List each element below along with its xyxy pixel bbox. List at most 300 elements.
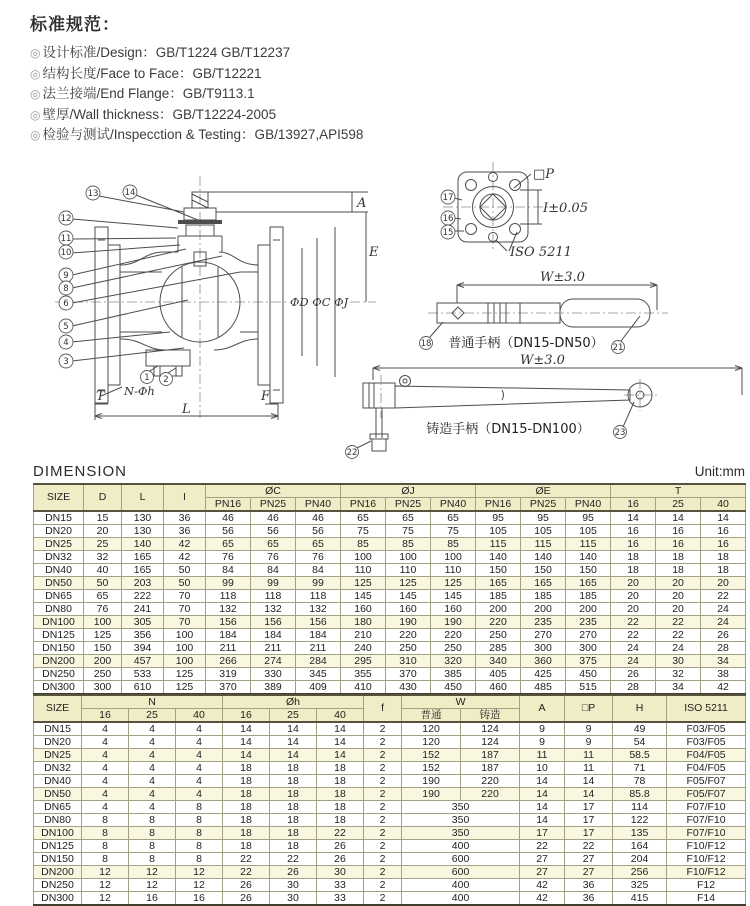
table-cell: 389: [251, 681, 296, 695]
table-cell: 84: [206, 564, 251, 577]
table-cell: 310: [386, 655, 431, 668]
table-cell: 124: [461, 736, 520, 749]
sub-header: 16: [223, 709, 270, 723]
table-cell: 65: [206, 538, 251, 551]
table-cell: 22: [611, 629, 656, 642]
table-cell: 14: [270, 749, 317, 762]
table-cell: 184: [251, 629, 296, 642]
table-cell: 4: [176, 722, 223, 736]
table-cell: 115: [566, 538, 611, 551]
table-cell: 9: [565, 722, 613, 736]
table-cell: DN25: [34, 538, 84, 551]
table-cell: 4: [82, 775, 129, 788]
list-item: [30, 105, 720, 126]
table-cell: 190: [402, 788, 461, 801]
table-cell: F03/F05: [667, 736, 746, 749]
dim-label-e: E: [369, 245, 379, 260]
table-cell: 12: [129, 866, 176, 879]
table-cell: 24: [656, 642, 701, 655]
table-cell: 2: [364, 866, 402, 879]
dim-label-f: F: [261, 389, 271, 404]
table-cell: 2: [364, 749, 402, 762]
table-cell: 84: [251, 564, 296, 577]
table-cell: 211: [296, 642, 341, 655]
bullet-icon: ◎: [30, 87, 41, 101]
table-cell: 22: [611, 616, 656, 629]
col-header-size: SIZE: [34, 695, 82, 722]
handle-caption: 铸造手柄（DN15-DN100）: [426, 422, 590, 437]
table-cell: 4: [82, 736, 129, 749]
table-cell: 200: [84, 655, 122, 668]
table-cell: 100: [341, 551, 386, 564]
table-cell: 12: [82, 892, 129, 906]
table-cell: 26: [270, 866, 317, 879]
sub-header: 40: [701, 498, 746, 512]
table-cell: DN250: [34, 668, 84, 681]
table-cell: 85.8: [613, 788, 667, 801]
table-cell: 24: [611, 642, 656, 655]
table-cell: 95: [566, 511, 611, 525]
table-cell: 20: [701, 577, 746, 590]
sub-header: 40: [176, 709, 223, 723]
col-header-iso: ISO 5211: [667, 695, 746, 722]
table-cell: 120: [402, 722, 461, 736]
table-cell: 2: [364, 853, 402, 866]
table-cell: 190: [386, 616, 431, 629]
table-cell: 320: [431, 655, 476, 668]
table-cell: 24: [701, 603, 746, 616]
table-cell: 8: [176, 814, 223, 827]
table-cell: 105: [476, 525, 521, 538]
table-cell: 360: [521, 655, 566, 668]
sub-header: 25: [129, 709, 176, 723]
table-cell: 140: [476, 551, 521, 564]
table-cell: 165: [122, 551, 164, 564]
part-callout: [59, 231, 73, 245]
table-cell: 4: [82, 762, 129, 775]
table-cell: DN15: [34, 511, 84, 525]
svg-text:2: 2: [163, 375, 169, 385]
table-cell: 160: [341, 603, 386, 616]
table-cell: 533: [122, 668, 164, 681]
table-cell: DN32: [34, 551, 84, 564]
table-cell: 26: [611, 668, 656, 681]
table-cell: 2: [364, 827, 402, 840]
table-cell: 211: [206, 642, 251, 655]
table-cell: 270: [521, 629, 566, 642]
table-cell: 124: [461, 722, 520, 736]
table-cell: 12: [176, 866, 223, 879]
table-cell: 300: [566, 642, 611, 655]
table-cell: 30: [270, 892, 317, 906]
table-cell: 140: [566, 551, 611, 564]
table-cell: 184: [206, 629, 251, 642]
table-cell: 14: [270, 736, 317, 749]
table-cell: 33: [317, 892, 364, 906]
table-cell: F10/F12: [667, 866, 746, 879]
table-row: [34, 762, 746, 775]
table-cell: 400: [402, 892, 520, 906]
table-cell: 256: [613, 866, 667, 879]
table-cell: 100: [431, 551, 476, 564]
table-cell: 12: [82, 879, 129, 892]
table-cell: 22: [270, 853, 317, 866]
table-cell: 56: [296, 525, 341, 538]
table-cell: 65: [341, 511, 386, 525]
table-cell: 18: [317, 775, 364, 788]
table-cell: 70: [164, 603, 206, 616]
table-cell: 220: [386, 629, 431, 642]
table-cell: 26: [317, 853, 364, 866]
table-row: [34, 655, 746, 668]
table-cell: 4: [82, 722, 129, 736]
table-cell: 20: [656, 577, 701, 590]
sub-header: PN40: [431, 498, 476, 512]
table-cell: 14: [223, 749, 270, 762]
table-cell: 185: [476, 590, 521, 603]
table-cell: DN50: [34, 577, 84, 590]
table-body: [34, 722, 746, 905]
table-cell: DN150: [34, 642, 84, 655]
table-cell: 8: [176, 853, 223, 866]
table-cell: 125: [164, 668, 206, 681]
table-cell: 56: [206, 525, 251, 538]
table-cell: F07/F10: [667, 814, 746, 827]
dim-label-w1: W±3.0: [540, 270, 585, 285]
table-cell: 4: [129, 762, 176, 775]
table-cell: 120: [402, 736, 461, 749]
svg-text:10: 10: [60, 248, 72, 258]
table-cell: 610: [122, 681, 164, 695]
table-cell: 132: [206, 603, 251, 616]
table-cell: 28: [701, 642, 746, 655]
table-cell: 2: [364, 840, 402, 853]
table-cell: 156: [296, 616, 341, 629]
table-cell: 110: [431, 564, 476, 577]
table-cell: 8: [129, 840, 176, 853]
table-cell: 18: [223, 827, 270, 840]
table-cell: 70: [164, 590, 206, 603]
svg-text:21: 21: [612, 343, 624, 353]
table-cell: 140: [122, 538, 164, 551]
table-cell: 145: [431, 590, 476, 603]
table-cell: 76: [251, 551, 296, 564]
table-cell: 425: [521, 668, 566, 681]
table-cell: 8: [129, 853, 176, 866]
table-row: [34, 629, 746, 642]
col-header-w: W: [402, 695, 520, 709]
table-cell: 50: [84, 577, 122, 590]
svg-text:6: 6: [63, 299, 69, 309]
table-row: [34, 551, 746, 564]
table-cell: 14: [520, 801, 565, 814]
bullet-icon: ◎: [30, 107, 41, 122]
table-cell: 190: [431, 616, 476, 629]
list-item: [30, 64, 720, 85]
bullet-icon: ◎: [30, 46, 41, 60]
dim-label-a: A: [357, 196, 367, 211]
table-cell: 450: [431, 681, 476, 695]
list-item: [30, 125, 720, 146]
table-cell: F07/F10: [667, 801, 746, 814]
table-cell: 14: [223, 722, 270, 736]
table-cell: 4: [176, 788, 223, 801]
table-cell: 125: [431, 577, 476, 590]
table-cell: 370: [386, 668, 431, 681]
table-cell: 50: [164, 577, 206, 590]
cast-handle-view: [346, 353, 743, 459]
table-cell: 4: [129, 736, 176, 749]
table-cell: 187: [461, 749, 520, 762]
table-row: [34, 603, 746, 616]
table-cell: 110: [341, 564, 386, 577]
table-cell: 20: [656, 590, 701, 603]
table-cell: 14: [565, 788, 613, 801]
table-cell: 46: [251, 511, 296, 525]
table-cell: 400: [402, 840, 520, 853]
table-cell: 24: [611, 655, 656, 668]
col-header-size: SIZE: [34, 484, 84, 511]
table-cell: 220: [476, 616, 521, 629]
table-cell: 42: [701, 681, 746, 695]
table-cell: F04/F05: [667, 749, 746, 762]
table-cell: DN250: [34, 879, 82, 892]
table-cell: 118: [206, 590, 251, 603]
table-cell: 8: [129, 827, 176, 840]
svg-text:1: 1: [144, 373, 150, 383]
table-cell: 76: [206, 551, 251, 564]
standard-text: 结构长度/Face to Face：GB/T12221: [42, 65, 262, 81]
table-cell: 10: [520, 762, 565, 775]
dim-label-square-p: □P: [533, 167, 555, 182]
table-cell: 2: [364, 722, 402, 736]
table-cell: 118: [296, 590, 341, 603]
table-cell: 203: [122, 577, 164, 590]
table-cell: 46: [206, 511, 251, 525]
table-cell: 26: [317, 840, 364, 853]
table-cell: 250: [431, 642, 476, 655]
table-cell: 18: [223, 801, 270, 814]
table-cell: 18: [223, 762, 270, 775]
table-cell: F05/F07: [667, 788, 746, 801]
table-cell: 105: [566, 525, 611, 538]
table-row: [34, 590, 746, 603]
table-cell: 14: [520, 788, 565, 801]
table-cell: DN40: [34, 564, 84, 577]
table-cell: 235: [566, 616, 611, 629]
table-cell: 12: [82, 866, 129, 879]
table-cell: 14: [520, 775, 565, 788]
part-callout: [160, 373, 173, 386]
table-cell: 40: [84, 564, 122, 577]
table-cell: 14: [656, 511, 701, 525]
table-cell: 22: [656, 616, 701, 629]
table-row: [34, 814, 746, 827]
table-cell: DN300: [34, 892, 82, 906]
dim-label-n-phi-h: N-Φh: [124, 384, 155, 398]
col-header-l: L: [122, 484, 164, 511]
table-row: [34, 525, 746, 538]
table-cell: 16: [611, 525, 656, 538]
table-cell: 12: [176, 879, 223, 892]
table-cell: F14: [667, 892, 746, 906]
table-cell: 20: [611, 577, 656, 590]
table-cell: 405: [476, 668, 521, 681]
sub-header: PN16: [341, 498, 386, 512]
bullet-icon: ◎: [30, 128, 41, 142]
table-cell: 220: [461, 775, 520, 788]
table-cell: 26: [223, 879, 270, 892]
table-cell: 152: [402, 749, 461, 762]
table-cell: 184: [296, 629, 341, 642]
table-row: [34, 616, 746, 629]
sub-header: 16: [82, 709, 129, 723]
col-header-a: A: [520, 695, 565, 722]
table-cell: 46: [296, 511, 341, 525]
page-title: 标准规范：: [30, 15, 120, 34]
table-cell: DN15: [34, 722, 82, 736]
sub-header: 铸造: [461, 709, 520, 723]
table-cell: 11: [565, 749, 613, 762]
table-cell: 270: [566, 629, 611, 642]
part-callout: [141, 371, 154, 384]
table-cell: 14: [270, 722, 317, 736]
svg-text:11: 11: [60, 234, 72, 244]
table-cell: 12: [129, 879, 176, 892]
table-row: [34, 840, 746, 853]
table-cell: DN20: [34, 736, 82, 749]
table-cell: 165: [566, 577, 611, 590]
table-cell: 18: [223, 840, 270, 853]
table-cell: 27: [520, 853, 565, 866]
sub-header: PN16: [206, 498, 251, 512]
table-cell: 95: [476, 511, 521, 525]
table-cell: 8: [176, 840, 223, 853]
table-cell: 152: [402, 762, 461, 775]
table-row: [34, 642, 746, 655]
table-cell: F10/F12: [667, 853, 746, 866]
col-header-i: I: [164, 484, 206, 511]
table-cell: 99: [251, 577, 296, 590]
svg-text:17: 17: [442, 193, 454, 203]
table-cell: DN65: [34, 801, 82, 814]
table-cell: 130: [122, 525, 164, 538]
table-cell: 240: [341, 642, 386, 655]
table-cell: 2: [364, 892, 402, 906]
table-cell: 4: [129, 722, 176, 736]
col-header-p: □P: [565, 695, 613, 722]
table-cell: 22: [656, 629, 701, 642]
sub-header: PN25: [521, 498, 566, 512]
list-item: [30, 43, 720, 64]
table-cell: 345: [296, 668, 341, 681]
dimension-table-2: [33, 694, 746, 906]
part-callout: [59, 211, 73, 225]
mounting-pad-top-view: [441, 162, 588, 260]
table-cell: 2: [364, 775, 402, 788]
col-header-t: T: [611, 484, 746, 498]
svg-text:15: 15: [442, 228, 454, 238]
table-cell: 24: [701, 616, 746, 629]
table-cell: 2: [364, 788, 402, 801]
sub-header: 25: [656, 498, 701, 512]
table-cell: 76: [84, 603, 122, 616]
table-cell: 18: [223, 814, 270, 827]
part-callout: [614, 426, 627, 439]
col-header-oh: Øh: [223, 695, 364, 709]
table-cell: 18: [270, 775, 317, 788]
part-callout: [420, 337, 433, 350]
table-cell: 300: [84, 681, 122, 695]
table-cell: 4: [129, 801, 176, 814]
standards-section: [30, 10, 720, 146]
table-cell: F05/F07: [667, 775, 746, 788]
table-cell: 11: [565, 762, 613, 775]
table-cell: 204: [613, 853, 667, 866]
table-cell: 65: [296, 538, 341, 551]
table-cell: 36: [565, 879, 613, 892]
part-callout: [59, 296, 73, 310]
table-cell: 409: [296, 681, 341, 695]
table-cell: 319: [206, 668, 251, 681]
table-cell: 65: [251, 538, 296, 551]
table-cell: 350: [402, 814, 520, 827]
table-cell: 14: [223, 736, 270, 749]
table-cell: 2: [364, 762, 402, 775]
table-cell: 22: [223, 853, 270, 866]
svg-text:9: 9: [63, 271, 69, 281]
table-cell: 99: [206, 577, 251, 590]
table-cell: 266: [206, 655, 251, 668]
table-cell: 325: [613, 879, 667, 892]
table-cell: 156: [206, 616, 251, 629]
table-cell: DN32: [34, 762, 82, 775]
table-cell: 235: [521, 616, 566, 629]
col-header-h: H: [613, 695, 667, 722]
table-cell: 65: [431, 511, 476, 525]
table-cell: 14: [520, 814, 565, 827]
table-cell: 56: [251, 525, 296, 538]
part-callout: [59, 319, 73, 333]
table-cell: 8: [82, 853, 129, 866]
table-cell: 16: [701, 525, 746, 538]
svg-text:8: 8: [63, 284, 69, 294]
table-cell: 122: [613, 814, 667, 827]
table-cell: 84: [296, 564, 341, 577]
table-cell: 160: [386, 603, 431, 616]
unit-label: Unit:mm: [694, 464, 745, 479]
table-cell: 95: [521, 511, 566, 525]
table-cell: 4: [129, 788, 176, 801]
table-cell: 285: [476, 642, 521, 655]
table-cell: 14: [701, 511, 746, 525]
table-cell: 118: [251, 590, 296, 603]
iso-5211-label: ISO 5211: [510, 245, 572, 260]
standard-text: 检验与测试/Inspecction & Testing：GB/13927,API598: [42, 127, 364, 142]
col-header-oe: ØE: [476, 484, 611, 498]
bullet-icon: ◎: [30, 66, 41, 81]
table-cell: 99: [296, 577, 341, 590]
table-cell: 16: [656, 538, 701, 551]
table-cell: 50: [164, 564, 206, 577]
table-cell: 125: [386, 577, 431, 590]
table-cell: 9: [520, 736, 565, 749]
table-cell: 600: [402, 866, 520, 879]
col-header-f: f: [364, 695, 402, 722]
table-cell: 210: [341, 629, 386, 642]
table-cell: 85: [341, 538, 386, 551]
table-cell: 375: [566, 655, 611, 668]
